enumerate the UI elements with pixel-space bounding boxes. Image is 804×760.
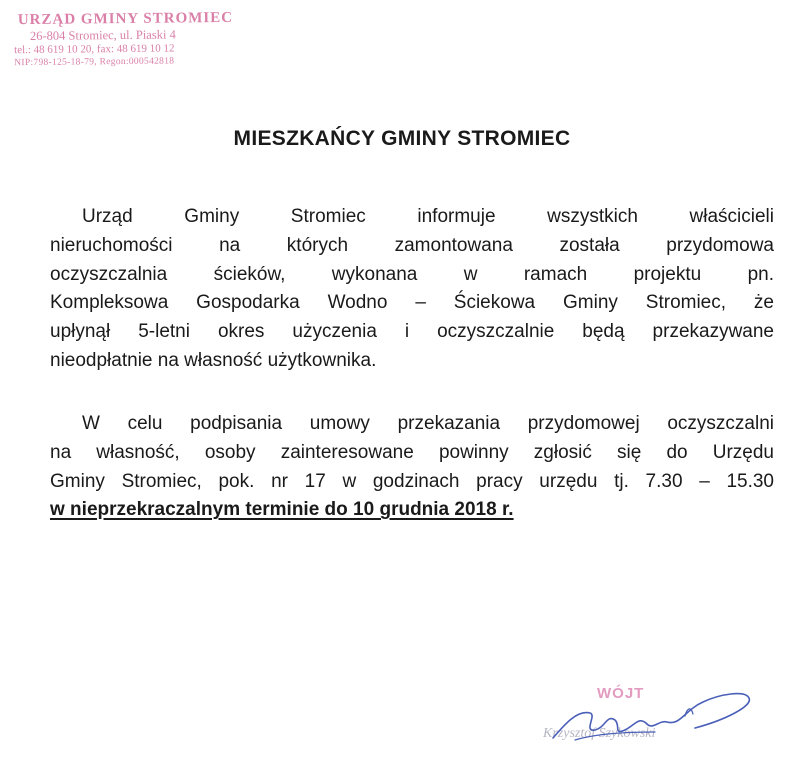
signature-title: WÓJT (597, 685, 645, 702)
paragraph-line: Gminy Stromiec, pok. nr 17 w godzinach pracy urzędu tj. 7.30 – 15.30 (50, 470, 774, 492)
stamp-office-name: URZĄD GMINY STROMIEC (17, 9, 234, 29)
page-title: MIESZKAŃCY GMINY STROMIEC (233, 127, 571, 150)
signature-block (535, 680, 765, 750)
paragraph-line: Kompleksowa Gospodarka Wodno – Ściekowa Gminy Stromiec, że (50, 292, 774, 314)
notice-paragraph-1 (50, 203, 774, 376)
notice-paragraph-2 (50, 410, 774, 525)
paragraph-line: W celu podpisania umowy przekazania przydomowej oczyszczalni (82, 413, 774, 434)
stamp-ids: NIP:798-125-18-79, Regon:000542818 (14, 56, 175, 69)
paragraph-line: upłynął 5-letni okres użyczenia i oczyszczalnie będą przekazywane (50, 321, 774, 343)
signature-name: Krzysztof Szykowski (543, 726, 656, 741)
office-stamp (14, 9, 235, 70)
paragraph-line: na własność, osoby zainteresowane powinny zgłosić się do Urzędu (50, 441, 774, 463)
deadline-line (50, 496, 774, 525)
deadline-text: w nieprzekraczalnym terminie do 10 grudnia 2018 r. (50, 499, 514, 521)
stamp-phone: tel.: 48 619 10 20, fax: 48 619 10 12 (14, 42, 175, 57)
handwritten-signature (535, 680, 765, 750)
paragraph-line: oczyszczalnia ścieków, wykonana w ramach projektu pn. (50, 263, 774, 285)
paragraph-line: Urząd Gminy Stromiec informuje wszystkich właścicieli (82, 206, 774, 227)
paragraph-line: nieruchomości na których zamontowana została przydomowa (50, 234, 774, 256)
paragraph-line: nieodpłatnie na własność użytkownika. (50, 349, 377, 371)
stamp-address: 26-804 Stromiec, ul. Piaski 4 (29, 27, 176, 43)
